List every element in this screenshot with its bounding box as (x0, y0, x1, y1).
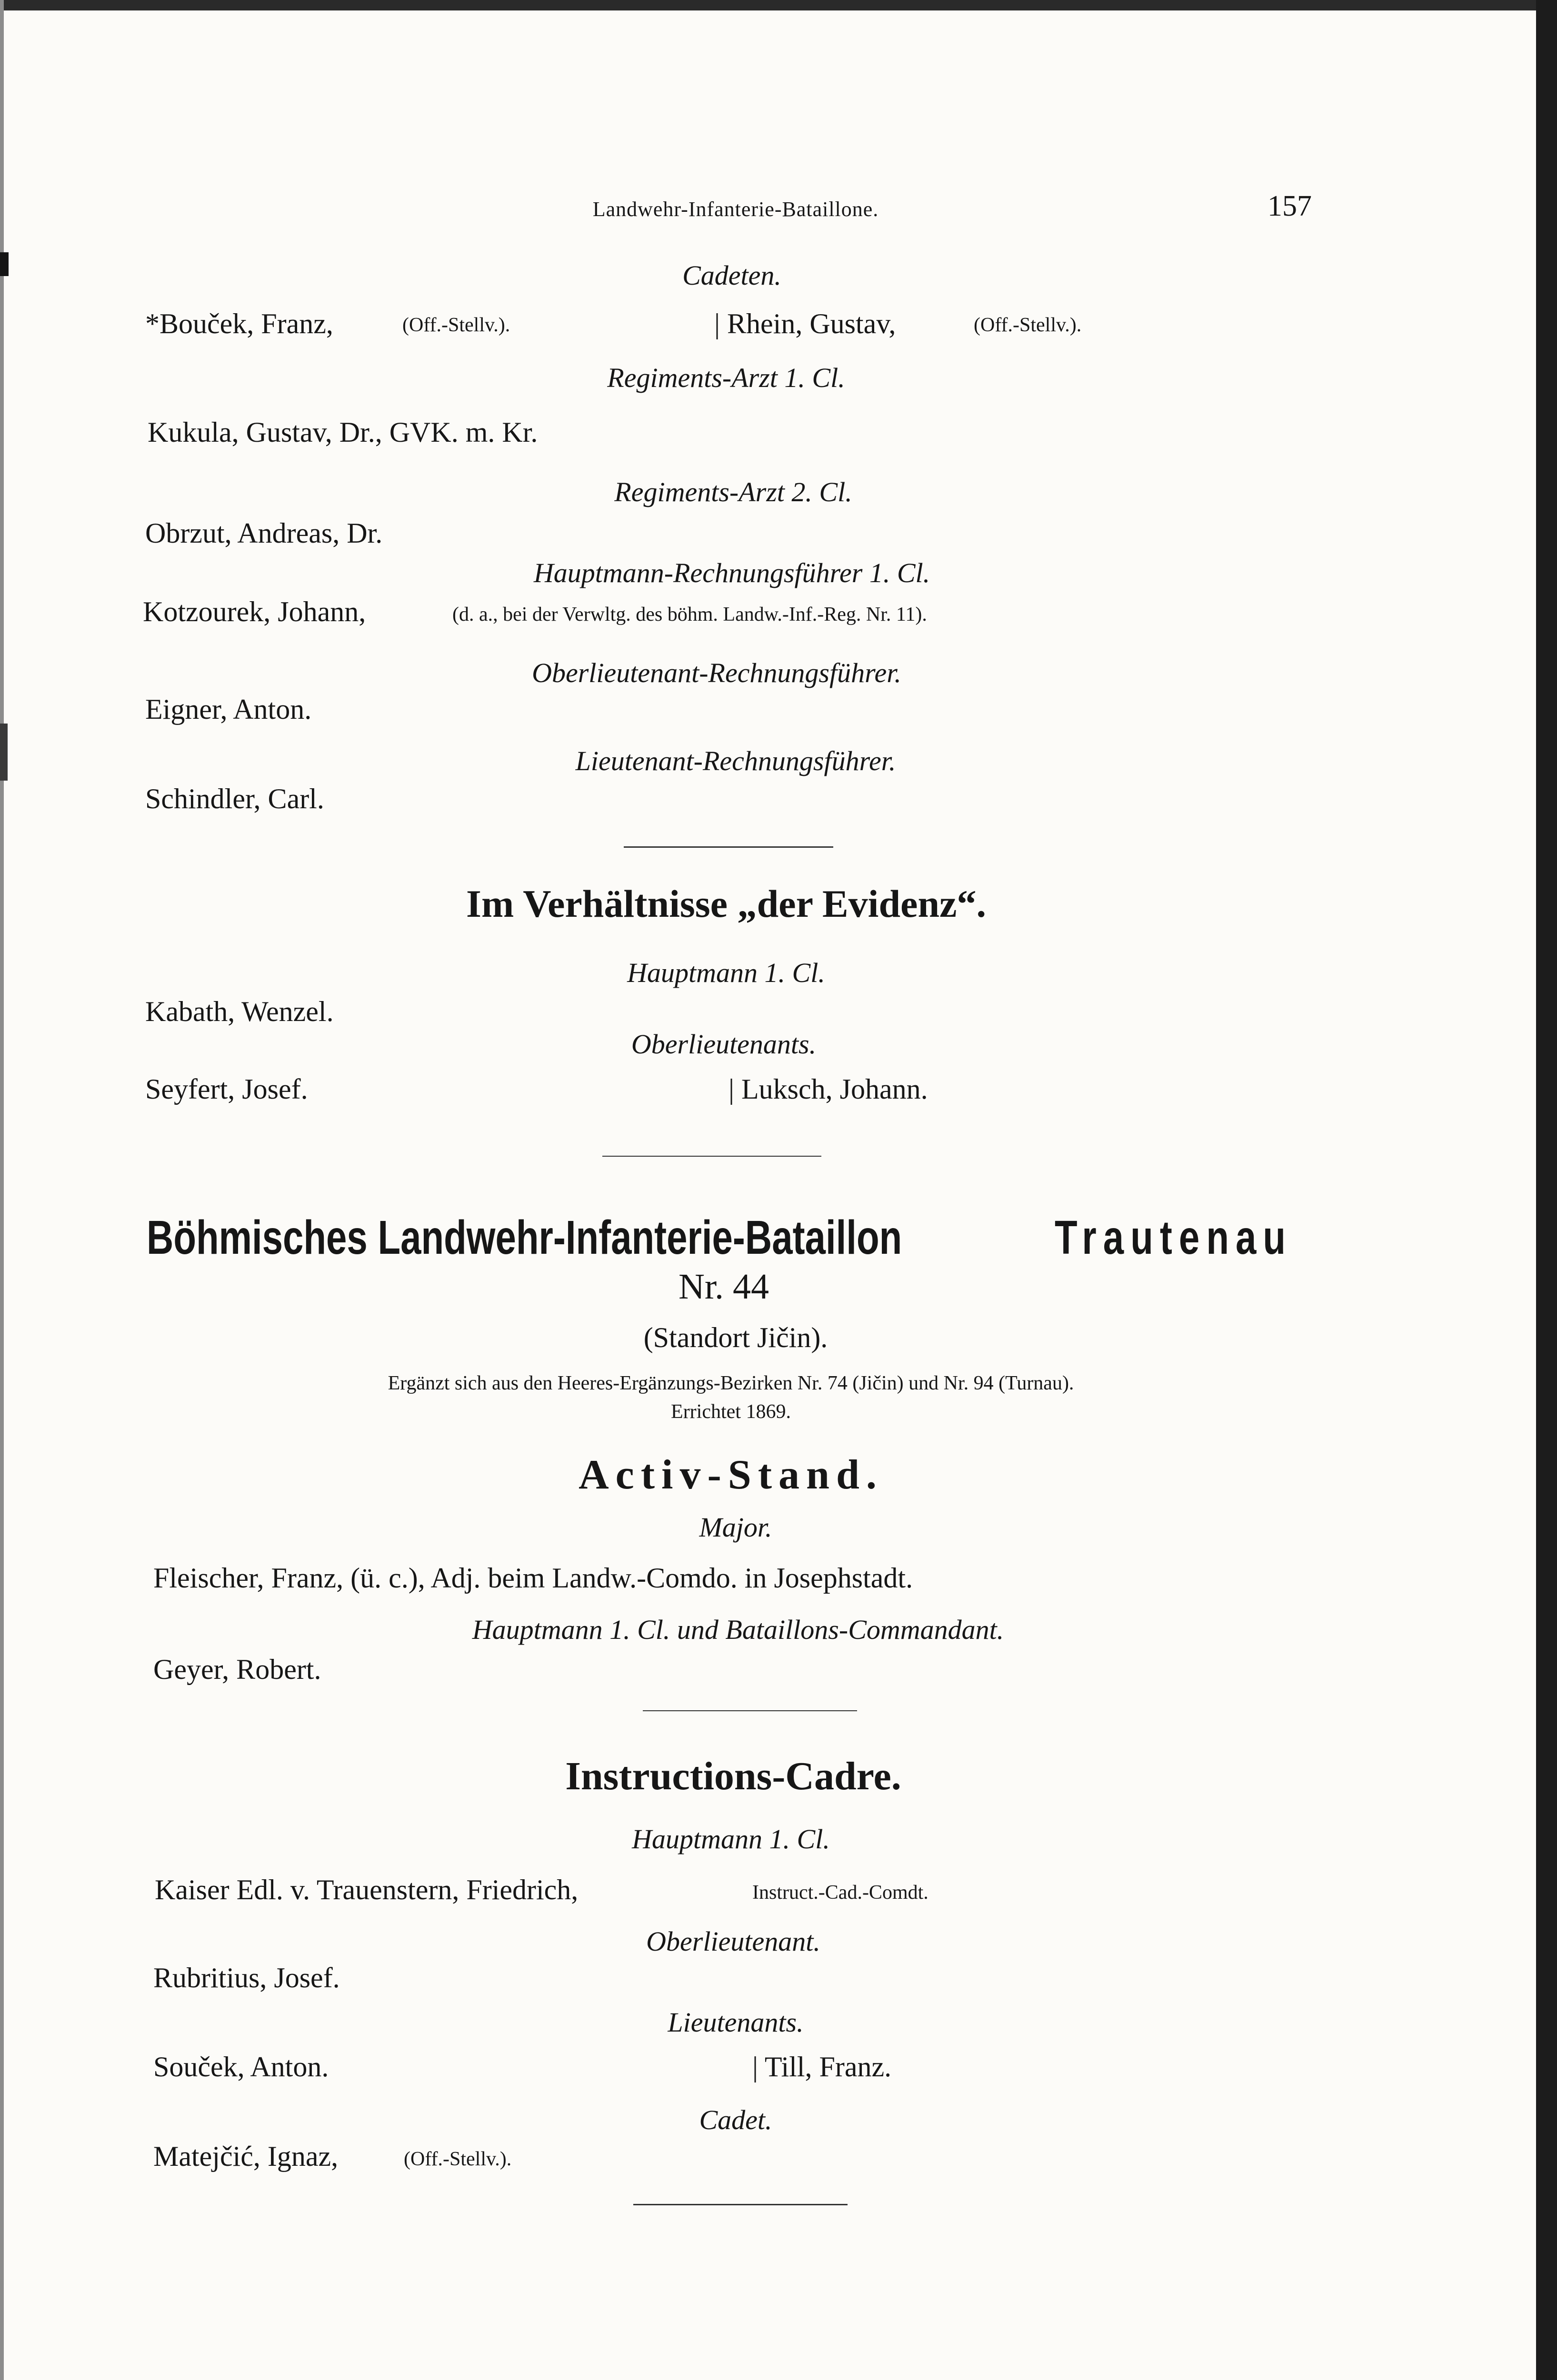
scan-edge-notch (0, 252, 9, 276)
battalion-erganzt: Ergänzt sich aus den Heeres-Ergänzungs-Bezirken Nr. 74 (Jičin) und Nr. 94 (Turnau). (388, 1372, 1074, 1394)
scan-edge-top (0, 0, 1557, 10)
activ-title: Activ-Stand. (579, 1452, 883, 1498)
divider-2 (602, 1156, 821, 1157)
cadet-right-name: | Rhein, Gustav, (714, 308, 896, 339)
evidenz-hauptmann-name: Kabath, Wenzel. (145, 996, 334, 1027)
activ-commandant-heading: Hauptmann 1. Cl. und Bataillons-Commandant. (472, 1614, 1004, 1645)
divider-4 (633, 2204, 848, 2205)
cadre-lt-left: Souček, Anton. (153, 2051, 329, 2082)
running-title: Landwehr-Infanterie-Bataillone. (592, 198, 879, 221)
cadre-title: Instructions-Cadre. (565, 1754, 901, 1798)
cadre-cadet-name: Matejčić, Ignaz, (153, 2141, 339, 2172)
cadre-hauptmann-note: Instruct.-Cad.-Comdt. (752, 1882, 928, 1904)
lieutenant-rf-heading: Lieutenant-Rechnungsführer. (575, 745, 896, 776)
activ-major-name: Fleischer, Franz, (ü. c.), Adj. beim Landw.-Comdo. in Josephstadt. (153, 1562, 913, 1594)
cadre-lt-heading: Lieutenants. (668, 2007, 804, 2038)
cadre-oberlt-name: Rubritius, Josef. (153, 1962, 340, 1993)
regiments-arzt-1-heading: Regiments-Arzt 1. Cl. (607, 362, 845, 393)
hauptmann-rf-name: Kotzourek, Johann, (143, 596, 366, 627)
battalion-number: Nr. 44 (679, 1267, 769, 1307)
divider-1 (624, 846, 833, 848)
cadre-hauptmann-heading: Hauptmann 1. Cl. (632, 1824, 830, 1854)
divider-3 (643, 1710, 857, 1711)
evidenz-title: Im Verhältnisse „der Evidenz“. (466, 882, 986, 925)
cadet-left-name: *Bouček, Franz, (145, 308, 333, 339)
oberlieutenant-rf-name: Eigner, Anton. (145, 694, 312, 725)
hauptmann-rf-heading: Hauptmann-Rechnungsführer 1. Cl. (533, 557, 930, 588)
page-number: 157 (1268, 190, 1312, 222)
cadre-oberlt-heading: Oberlieutenant. (646, 1926, 820, 1957)
scan-edge-left (0, 0, 4, 2380)
cadet-right-note: (Off.-Stellv.). (974, 314, 1082, 336)
hauptmann-rf-note: (d. a., bei der Verwltg. des böhm. Landw.-Inf.-Reg. Nr. 11). (452, 604, 927, 625)
cadre-lt-right: | Till, Franz. (752, 2051, 892, 2082)
scan-edge-notch-lower (0, 724, 8, 781)
regiments-arzt-2-heading: Regiments-Arzt 2. Cl. (614, 476, 852, 507)
evidenz-oberlt-heading: Oberlieutenants. (631, 1029, 817, 1060)
scan-edge-right (1536, 0, 1557, 2380)
battalion-standort: (Standort Jičin). (643, 1322, 828, 1353)
lieutenant-rf-name: Schindler, Carl. (145, 783, 324, 814)
regiments-arzt-1-name: Kukula, Gustav, Dr., GVK. m. Kr. (148, 416, 538, 448)
cadre-hauptmann-name: Kaiser Edl. v. Trauenstern, Friedrich, (155, 1874, 579, 1905)
cadet-left-note: (Off.-Stellv.). (402, 314, 510, 336)
oberlieutenant-rf-heading: Oberlieutenant-Rechnungsführer. (532, 657, 901, 688)
cadre-cadet-heading: Cadet. (699, 2104, 772, 2135)
evidenz-oberlt-right: | Luksch, Johann. (729, 1073, 928, 1105)
battalion-errichtet: Errichtet 1869. (671, 1401, 791, 1423)
battalion-title-city: Trautenau (1055, 1211, 1293, 1264)
regiments-arzt-2-name: Obrzut, Andreas, Dr. (145, 517, 383, 549)
evidenz-hauptmann-heading: Hauptmann 1. Cl. (627, 957, 825, 988)
cadets-heading: Cadeten. (682, 260, 781, 291)
activ-major-heading: Major. (699, 1512, 772, 1543)
cadre-cadet-note: (Off.-Stellv.). (404, 2148, 512, 2170)
activ-commandant-name: Geyer, Robert. (153, 1654, 321, 1685)
battalion-title: Böhmisches Landwehr-Infanterie-Bataillon (147, 1211, 902, 1264)
evidenz-oberlt-left: Seyfert, Josef. (145, 1073, 308, 1105)
